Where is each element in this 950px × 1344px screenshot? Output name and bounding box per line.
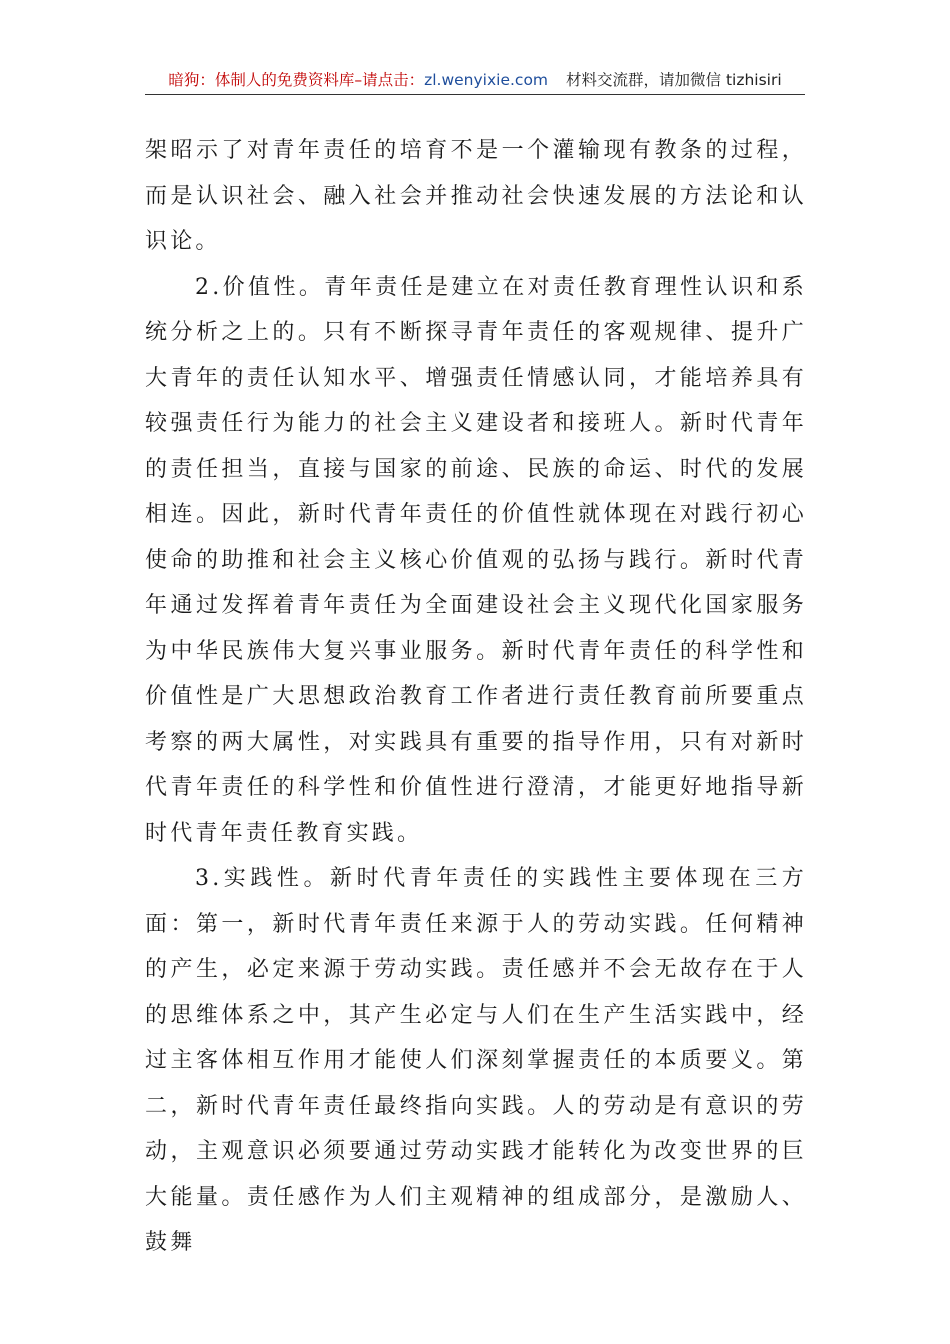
header-wechat-note: 材料交流群，请加微信 tizhisiri bbox=[566, 71, 782, 89]
page-header bbox=[145, 66, 805, 95]
paragraph-value: 2.价值性。青年责任是建立在对责任教育理性认识和系统分析之上的。只有不断探寻青年责任的客观规律、提升广大青年的责任认知水平、增强责任情感认同，才能培养具有较强责任行为能力的社会主义建设者和接班人。新时代青年的责任担当，直接与国家的前途、民族的命运、时代的发展相连。因此，新时代青年责任的价值性就体现在对践行初心使命的助推和社会主义核心价值观的弘扬与践行。新时代青年通过发挥着青年责任为全面建设社会主义现代化国家服务为中华民族伟大复兴事业服务。新时代青年责任的科学性和价值性是广大思想政治教育工作者进行责任教育前所要重点考察的两大属性，对实践具有重要的指导作用，只有对新时代青年责任的科学性和价值性进行澄清，才能更好地指导新时代青年责任教育实践。 bbox=[145, 274, 807, 846]
header-click-prompt: –请点击： bbox=[354, 71, 425, 89]
paragraph-practice: 3.实践性。新时代青年责任的实践性主要体现在三方面：第一，新时代青年责任来源于人的劳动实践。任何精神的产生，必定来源于劳动实践。责任感并不会无故存在于人的思维体系之中，其产生必定与人们在生产生活实践中，经过主客体相互作用才能使人们深刻掌握责任的本质要义。第二，新时代青年责任最终指向实践。人的劳动是有意识的劳动，主观意识必须要通过劳动实践才能转化为改变世界的巨大能量。责任感作为人们主观精神的组成部分，是激励人、鼓舞 bbox=[145, 866, 807, 1255]
document-body bbox=[145, 128, 807, 1266]
header-url-link[interactable]: zl.wenyixie.com bbox=[424, 71, 549, 89]
paragraph-continuation: 架昭示了对青年责任的培育不是一个灌输现有教条的过程，而是认识社会、融入社会并推动社会快速发展的方法论和认识论。 bbox=[145, 138, 807, 254]
header-brand: 暗狗：体制人的免费资料库 bbox=[168, 71, 355, 89]
